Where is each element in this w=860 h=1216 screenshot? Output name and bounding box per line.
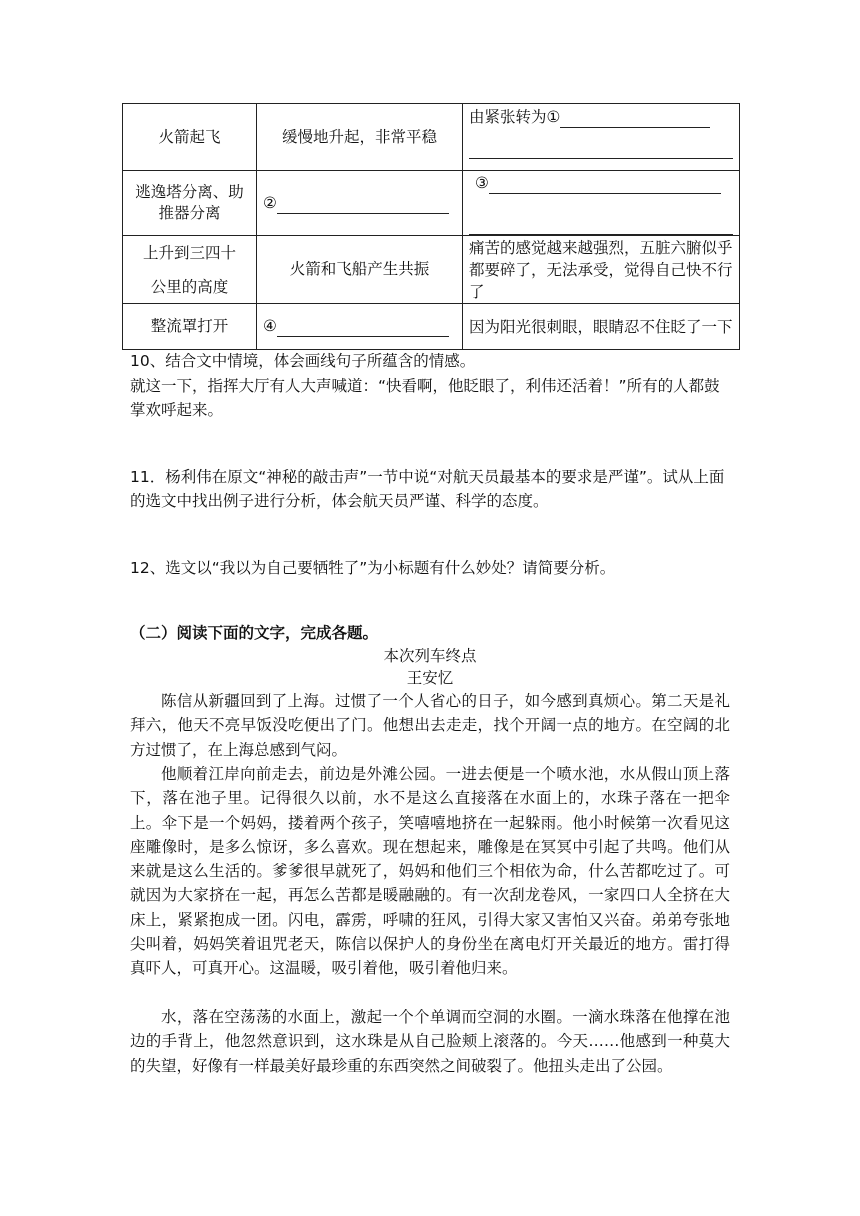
table-cell-phenomenon — [257, 171, 463, 236]
answer-blank-1[interactable] — [560, 111, 710, 128]
answer-blank-3[interactable] — [489, 177, 721, 194]
answer-blank-2[interactable] — [277, 197, 449, 214]
answer-table — [122, 103, 740, 350]
table-cell-phenomenon — [257, 304, 463, 350]
question-10-title: 10、结合文中情境，体会画线句子所蕴含的情感。 — [130, 352, 476, 370]
blank-prompt-2: ② — [263, 193, 277, 212]
question-11: 11．杨利伟在原文“神秘的敲击声”一节中说“对航天员最基本的要求是严谨”。试从上面的选文中找出例子进行分析，体会航天员严谨、科学的态度。 — [130, 468, 725, 510]
table-row — [123, 236, 740, 304]
story-paragraph-1: 陈信从新疆回到了上海。过惯了一个人省心的日子，如今感到真烦心。第二天是礼拜六，他天不亮早饭没吃便出了门。他想出去走走，找个开阔一点的地方。在空阔的北方过惯了，在上海总感到气闷。 — [130, 692, 730, 759]
table-cell-phenomenon: 缓慢地升起，非常平稳 — [257, 104, 463, 171]
blank-prompt-3: ③ — [475, 174, 489, 192]
blank-prompt-4: ④ — [263, 317, 277, 335]
table-cell-feeling — [463, 104, 740, 171]
answer-blank-3-continued[interactable] — [469, 216, 733, 235]
table-cell-phenomenon: 火箭和飞船产生共振 — [257, 236, 463, 304]
answer-blank-4[interactable] — [277, 320, 449, 337]
stage-line-1: 上升到三四十 — [142, 243, 236, 262]
answer-blank-1-continued[interactable] — [469, 140, 733, 159]
table-row — [123, 304, 740, 350]
table-cell-stage: 整流罩打开 — [123, 304, 257, 350]
table-cell-stage: 火箭起飞 — [123, 104, 257, 171]
table-row — [123, 171, 740, 236]
story-paragraph-3: 水，落在空荡荡的水面上，激起一个个单调而空洞的水圈。一滴水珠落在他撑在池边的手背上，他忽然意识到，这水珠是从自己脸颊上滚落的。今天……他感到一种莫大的失望，好像有一样最美好最珍重的东西突然之间破裂了。他扭头走出了公园。 — [130, 1008, 730, 1075]
table-row — [123, 104, 740, 171]
blank-prompt-1: 由紧张转为① — [469, 108, 561, 126]
table-cell-stage — [123, 236, 257, 304]
stage-line-2: 公里的高度 — [150, 277, 229, 296]
answer-table-container — [122, 103, 739, 349]
table-cell-stage: 逃逸塔分离、助推器分离 — [123, 171, 257, 236]
table-cell-feeling — [463, 171, 740, 236]
table-cell-feeling: 痛苦的感觉越来越强烈，五脏六腑似乎都要碎了，无法承受，觉得自己快不行了 — [463, 236, 740, 304]
question-12: 12、选文以“我以为自己要牺牲了”为小标题有什么妙处？请简要分析。 — [130, 559, 616, 577]
section-heading: （二）阅读下面的文字，完成各题。 — [130, 624, 379, 642]
story-author: 王安忆 — [406, 669, 454, 687]
table-cell-feeling: 因为阳光很刺眼，眼睛忍不住眨了一下 — [463, 304, 740, 350]
question-10-quote: 就这一下，指挥大厅有人大声喊道：“快看啊，他眨眼了，利伟还活着！”所有的人都鼓掌欢呼起来。 — [130, 377, 720, 419]
story-paragraph-2: 他顺着江岸向前走去，前边是外滩公园。一进去便是一个喷水池，水从假山顶上落下，落在池子里。记得很久以前，水不是这么直接落在水面上的，水珠子落在一把伞上。伞下是一个妈妈，搂着两个孩子，笑嘻嘻地挤在一起躲雨。他小时候第一次看见这座雕像时，是多么惊讶，多么喜欢。现在想起来，雕像是在冥冥中引起了共鸣。他们从来就是这么生活的。爹爹很早就死了，妈妈和他们三个相依为命，什么苦都吃过了。可就因为大家挤在一起，再怎么苦都是暖融融的。有一次刮龙卷风，一家四口人全挤在大床上，紧紧抱成一团。闪电，霹雳，呼啸的狂风，引得大家又害怕又兴奋。弟弟夸张地尖叫着，妈妈笑着诅咒老天，陈信以保护人的身份坐在离电灯开关最近的地方。雷打得真吓人，可真开心。这温暖，吸引着他，吸引着他归来。 — [130, 765, 730, 978]
story-title: 本次列车终点 — [383, 647, 477, 665]
